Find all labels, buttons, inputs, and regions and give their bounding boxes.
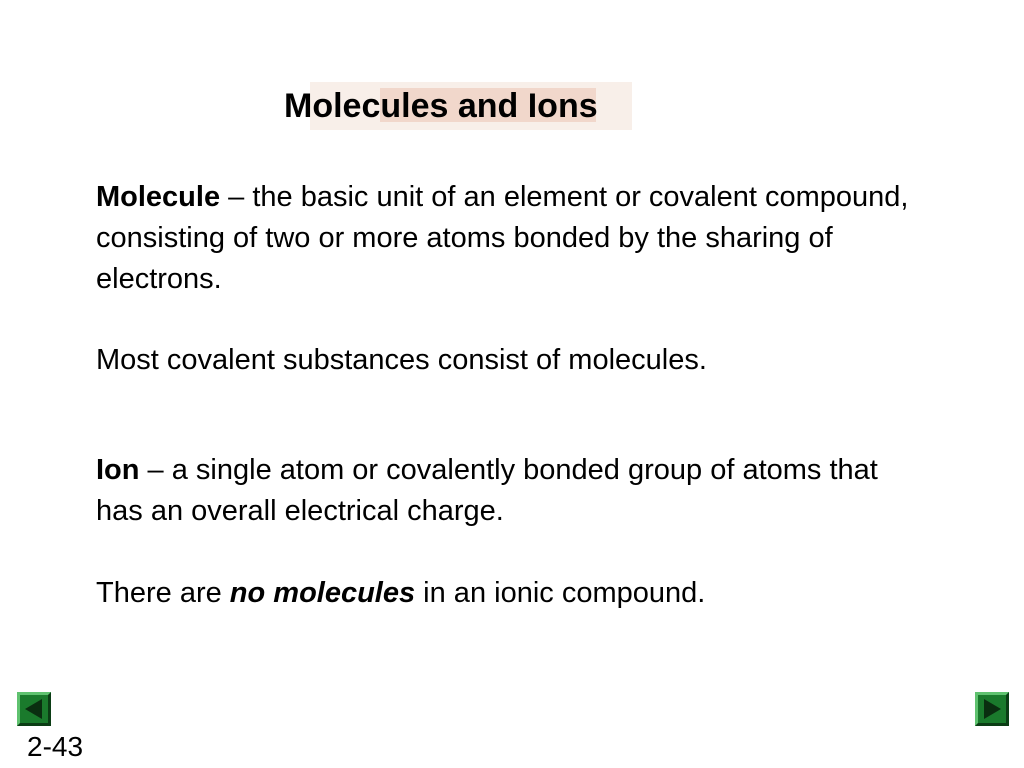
right-arrow-icon [981,698,1003,720]
covalent-statement-text: Most covalent substances consist of molecules. [96,344,707,376]
ion-definition [96,450,916,532]
next-slide-button[interactable] [975,692,1009,726]
ion-term: Ion [96,454,140,486]
ionic-statement-before: There are [96,577,230,609]
molecule-definition [96,177,916,300]
previous-slide-button[interactable] [17,692,51,726]
ionic-statement [96,573,916,614]
ionic-statement-emphasis: no molecules [229,577,416,609]
left-arrow-icon [23,698,45,720]
molecule-definition-text: – the basic unit of an element or covalent compound, consisting of two or more atoms bonded by the sharing of electrons. [96,181,909,295]
ion-definition-text: – a single atom or covalently bonded group of atoms that has an overall electrical charge. [96,454,878,527]
molecule-term: Molecule [96,181,221,213]
title-block [284,82,632,130]
slide-title: Molecules and Ions [284,87,598,125]
ionic-statement-after: in an ionic compound. [415,577,706,609]
slide-number: 2-43 [27,731,84,762]
covalent-statement [96,340,916,381]
